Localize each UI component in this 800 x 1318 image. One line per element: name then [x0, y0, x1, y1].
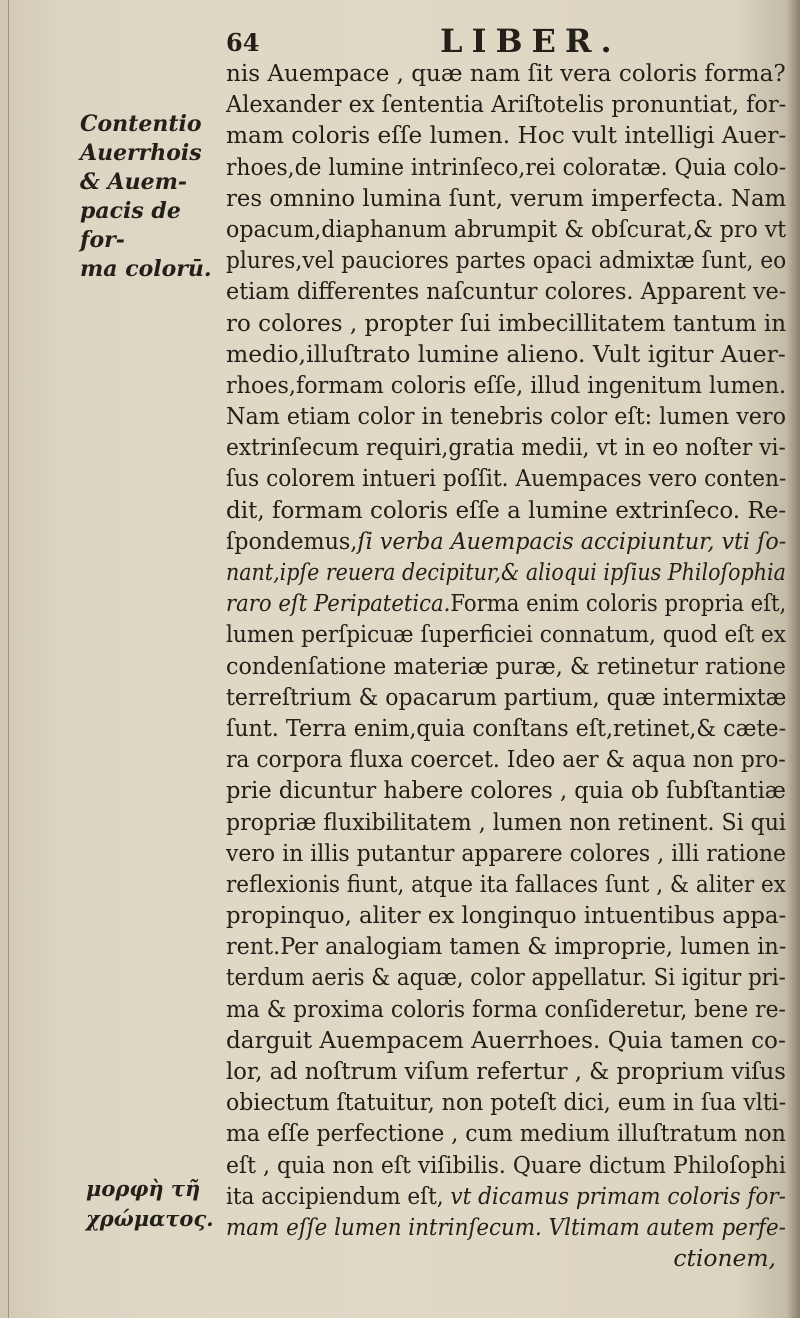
text-segment: lor, ad noſtrum viſum refertur , & proprium viſus — [226, 1057, 786, 1085]
text-segment: ſpondemus, — [226, 526, 358, 555]
text-line — [226, 526, 786, 557]
text-segment: etiam differentes naſcuntur colores. Apparent ve- — [226, 277, 787, 306]
text-segment: terdum aeris & aquæ, color appellatur. Si igitur pri- — [226, 963, 786, 992]
text-line — [226, 713, 786, 744]
text-line — [226, 619, 786, 650]
greek-note-line: μορφὴ τῆ — [86, 1176, 201, 1201]
text-line — [226, 214, 786, 245]
greek-note-line: χρώματος. — [86, 1206, 214, 1231]
text-line — [226, 370, 786, 401]
text-segment: mam coloris eſſe lumen. Hoc vult intelligi Auer- — [226, 121, 787, 150]
text-segment: lumen perſpicuæ ſuperficiei connatum, quod eſt ex — [226, 620, 786, 649]
page-header — [226, 22, 786, 62]
italic-text-segment: raro eſt Peripatetica. — [226, 589, 451, 618]
text-line — [226, 838, 786, 869]
text-segment: darguit Auempacem Auerrhoes. Quia tamen co- — [226, 1025, 786, 1054]
text-line — [226, 58, 786, 89]
text-segment: plures,vel pauciores partes opaci admixtæ ſunt, eo — [226, 246, 787, 275]
body-text — [226, 58, 792, 1274]
text-segment: extrinſecum requiri,gratia medii, vt in eo noſter vi- — [226, 433, 786, 462]
text-segment: Forma enim coloris propria eſt, — [450, 589, 787, 618]
text-segment: nis Auempace , quæ nam ſit vera coloris forma? — [226, 59, 786, 87]
text-segment: condenſatione materiæ puræ, & retinetur ratione — [226, 651, 786, 680]
text-line — [226, 183, 786, 214]
marginal-note — [80, 110, 220, 284]
text-line — [226, 308, 786, 339]
text-line — [226, 245, 786, 276]
text-segment: obiectum ſtatuitur, non poteſt dici, eum in ſua vlti- — [226, 1088, 787, 1117]
text-line — [226, 1150, 786, 1181]
text-segment: ma & proxima coloris forma conſideretur, bene re- — [226, 994, 786, 1023]
left-page-crease — [8, 0, 9, 1318]
text-segment: medio,illuſtrato lumine alieno. Vult igitur Auer- — [226, 339, 786, 368]
text-segment: prie dicuntur habere colores , quia ob ſubſtantiæ — [226, 776, 786, 805]
page-number: 64 — [226, 28, 260, 57]
text-line — [226, 432, 786, 463]
italic-text-segment: ctionem, — [673, 1244, 776, 1273]
text-segment: res omnino lumina ſunt, verum imperfecta. Nam — [226, 183, 787, 212]
text-line — [226, 994, 786, 1025]
text-line — [226, 900, 786, 931]
text-segment: ma eſſe perfectione , cum medium illuſtratum non — [226, 1119, 786, 1148]
text-line — [226, 495, 786, 526]
marginal-note-line: pacis de for- — [80, 198, 181, 253]
text-line — [226, 89, 786, 120]
text-line — [226, 744, 786, 775]
text-segment: rhoes,de lumine intrinſeco,rei coloratæ. Quia colo- — [226, 152, 787, 181]
marginal-note-line: Contentio — [80, 111, 202, 137]
marginal-note-line: ma colorū. — [80, 256, 212, 282]
text-line — [226, 962, 786, 993]
text-line — [673, 1243, 776, 1274]
text-line — [226, 339, 786, 370]
text-line — [226, 1181, 786, 1212]
marginal-note-line: & Auem- — [80, 169, 187, 195]
text-segment: Nam etiam color in tenebris color eſt: lumen vero — [226, 402, 786, 431]
text-segment: ro colores , propter ſui imbecillitatem tantum in — [226, 308, 787, 337]
text-line — [226, 463, 786, 494]
running-head: LIBER. — [440, 22, 621, 60]
text-line — [226, 1025, 786, 1056]
italic-text-segment: ſi verba Auempacis accipiuntur, vti ſo- — [357, 526, 787, 555]
text-segment: Alexander ex ſententia Ariſtotelis pronuntiat, for- — [226, 90, 787, 119]
italic-text-segment: vt dicamus primam coloris for- — [450, 1181, 786, 1210]
text-segment: reflexionis fiunt, atque ita fallaces ſunt , & aliter ex — [226, 869, 786, 898]
text-line — [226, 401, 786, 432]
text-line — [226, 1118, 786, 1149]
text-line — [226, 557, 786, 588]
text-line — [226, 931, 786, 962]
text-segment: terreſtrium & opacarum partium, quæ intermixtæ — [226, 682, 787, 711]
text-segment: propinquo, aliter ex longinquo intuentibus appa- — [226, 901, 787, 930]
text-line — [226, 152, 786, 183]
italic-text-segment: nant,ipſe reuera decipitur,& alioqui ipſius Philoſophia — [226, 558, 786, 586]
text-line — [226, 1087, 786, 1118]
text-segment: ſus colorem intueri poſſit. Auempaces vero conten- — [226, 464, 787, 493]
text-line — [226, 1056, 786, 1087]
text-segment: dit, formam coloris eſſe a lumine extrinſeco. Re- — [226, 495, 787, 524]
text-line — [226, 682, 786, 713]
text-segment: rent.Per analogiam tamen & improprie, lumen in- — [226, 932, 787, 961]
text-segment: vero in illis putantur apparere colores , illi ratione — [226, 838, 787, 867]
marginal-note-line: Auerrhois — [80, 140, 202, 166]
text-segment: ra corpora fluxa coercet. Ideo aer & aqua non pro- — [226, 745, 786, 774]
text-line — [226, 807, 786, 838]
text-segment: opacum,diaphanum abrumpit & obſcurat,& pro vt — [226, 214, 787, 243]
text-line — [226, 588, 786, 619]
text-line — [226, 276, 786, 307]
text-segment: ſunt. Terra enim,quia conſtans eſt,retinet,& cæte- — [226, 713, 787, 742]
italic-text-segment: mam eſſe lumen intrinſecum. Vltimam autem perfe- — [226, 1212, 786, 1241]
text-segment: ita accipiendum eſt, — [226, 1181, 451, 1210]
text-line — [226, 775, 786, 806]
text-segment: eſt , quia non eſt viſibilis. Quare dictum Philoſophi — [226, 1150, 786, 1179]
text-line — [226, 1212, 786, 1243]
greek-marginal-note — [86, 1174, 226, 1234]
text-line — [226, 120, 786, 151]
text-segment: propriæ fluxibilitatem , lumen non retinent. Si qui — [226, 807, 786, 836]
text-line — [226, 651, 786, 682]
text-line — [226, 869, 786, 900]
text-segment: rhoes,formam coloris eſſe, illud ingenitum lumen. — [226, 370, 787, 399]
